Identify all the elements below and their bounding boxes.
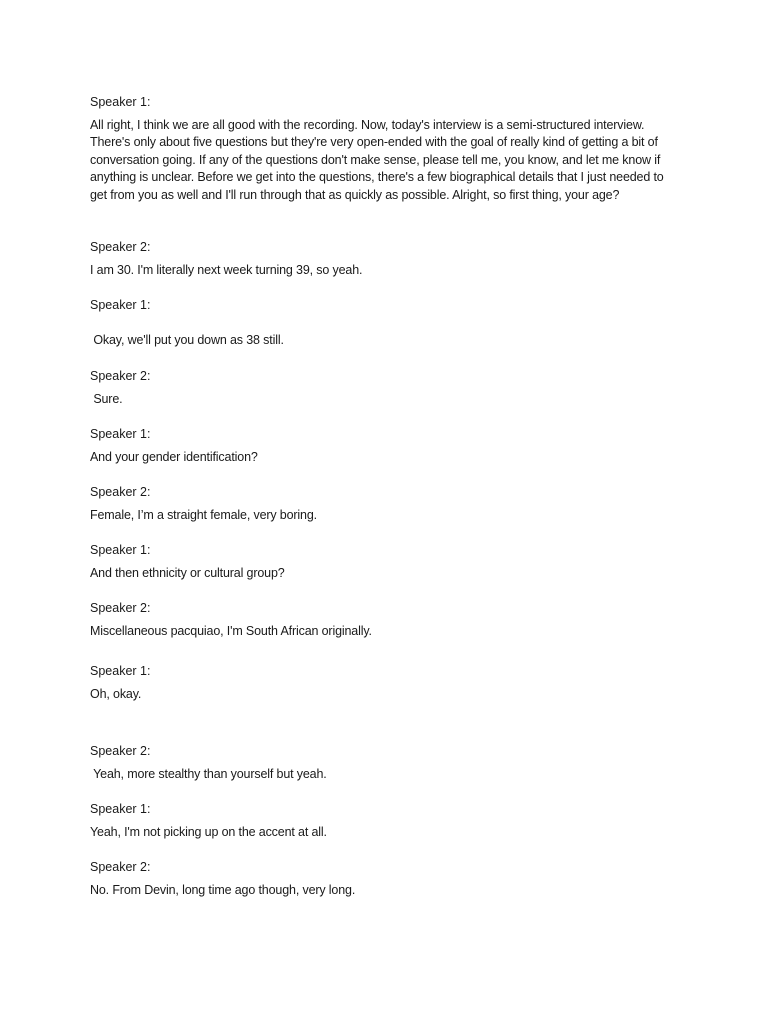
speaker-label: Speaker 1: [90,664,151,678]
utterance-text: Yeah, more stealthy than yourself but yeah. [90,767,327,781]
speaker-label: Speaker 2: [90,369,151,383]
transcript-entry [90,663,680,703]
speaker-label: Speaker 2: [90,860,151,874]
transcript-entry [90,743,680,783]
transcript-entry [90,801,680,841]
utterance-text: And then ethnicity or cultural group? [90,566,285,580]
speaker-label: Speaker 2: [90,240,151,254]
speaker-label: Speaker 1: [90,802,151,816]
speaker-label: Speaker 1: [90,543,151,557]
utterance-text: And your gender identification? [90,450,258,464]
transcript-entry [90,859,680,899]
speaker-label: Speaker 2: [90,485,151,499]
utterance-text: Yeah, I'm not picking up on the accent at all. [90,825,327,839]
speaker-label: Speaker 2: [90,601,151,615]
transcript-entry [90,297,680,349]
utterance-text: Sure. [90,392,123,406]
utterance-text: Oh, okay. [90,687,142,701]
utterance-text: I am 30. I'm literally next week turning 39, so yeah. [90,263,363,277]
utterance-text: No. From Devin, long time ago though, very long. [90,883,356,897]
speaker-label: Speaker 1: [90,298,151,312]
transcript-entry [90,484,680,524]
speaker-label: Speaker 1: [90,95,151,109]
transcript-entry [90,542,680,582]
utterance-text: Female, I’m a straight female, very boring. [90,508,317,522]
transcript-entry [90,239,680,279]
utterance-text: Okay, we'll put you down as 38 still. [90,333,284,347]
transcript-entry [90,94,680,204]
transcript-entry [90,600,680,640]
utterance-text: All right, I think we are all good with the recording. Now, today's interview is a semi-structured interview. There's only about five questions but they're very open-ended with the goal of really kind of getting a bit of conversation going. If any of the questions don't make sense, please tell me, you know, and let me know if anything is unclear. Before we get into the questions, there's a few biographical details that I just needed to get from you as well and I'll run through that as quickly as possible. Alright, so first thing, your age? [90,118,664,202]
speaker-label: Speaker 1: [90,427,151,441]
utterance-text: Miscellaneous pacquiao, I'm South African originally. [90,624,372,638]
transcript-entry [90,368,680,408]
speaker-label: Speaker 2: [90,744,151,758]
transcript-entry [90,426,680,466]
